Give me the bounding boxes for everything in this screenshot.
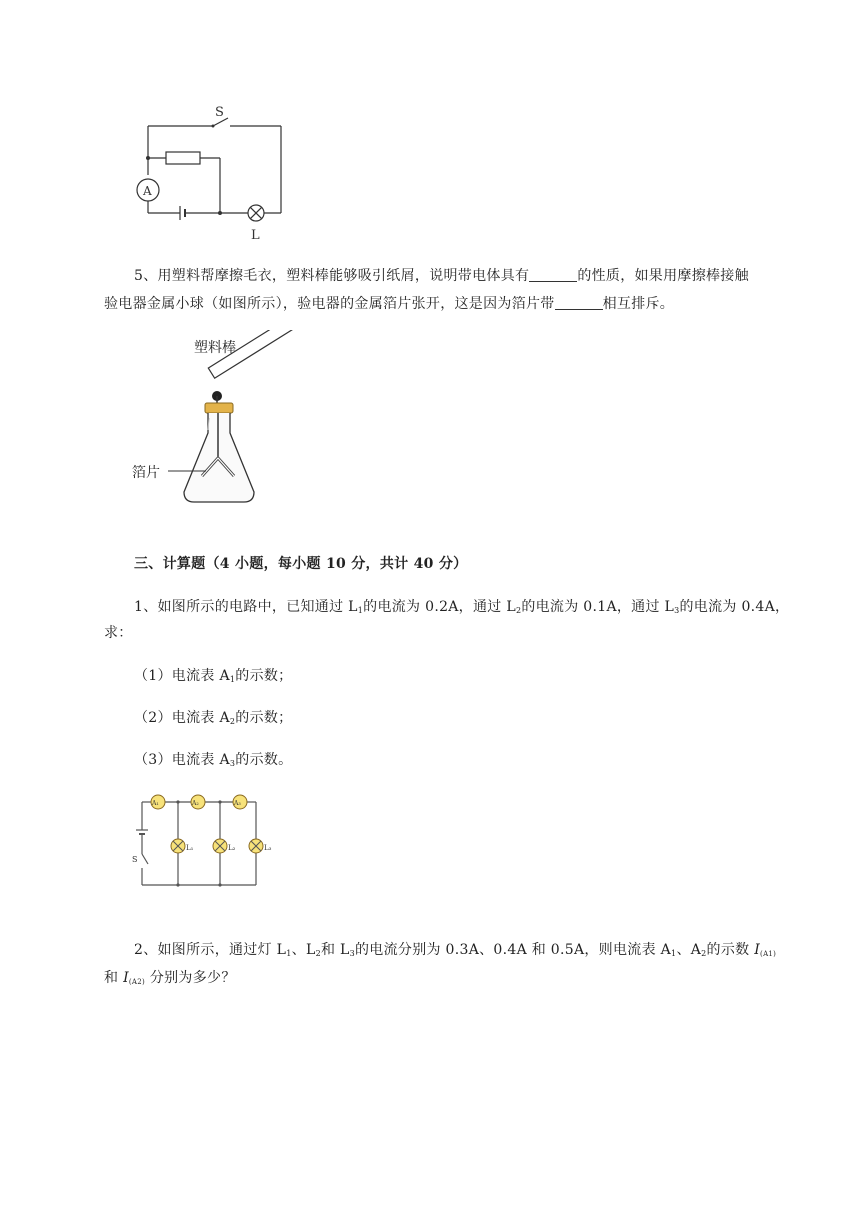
switch-label-fig3: S (132, 855, 138, 864)
section-3-heading: 三、计算题（4 小题，每小题 10 分，共计 40 分） (134, 556, 468, 572)
rod-label: 塑料棒 (194, 340, 236, 356)
switch-label: S (215, 105, 224, 120)
ammeter-3-label: A₃ (234, 800, 241, 807)
calc-question-1-line-2: 求： (104, 625, 133, 641)
lamp-1-label: L₁ (186, 844, 194, 852)
lamp-2-label: L₂ (228, 844, 236, 852)
ammeter-2-label: A₂ (192, 800, 199, 807)
calc-question-2-line-2: 和 I(A2) 分别为多少？ (104, 970, 236, 986)
sub-question-3: （3）电流表 $A_3$的示数。 (134, 752, 293, 768)
answer-blank-1[interactable] (529, 267, 577, 282)
circuit-figure-1 (128, 100, 298, 245)
question-5-line-2: 验电器金属小球（如图所示），验电器的金属箔片张开，这是因为箔片带 相互排斥。 (104, 296, 675, 312)
answer-blank-2[interactable] (555, 295, 603, 310)
sub-question-2: （2）电流表 $A_2$的示数； (134, 710, 293, 726)
calc-question-2-line-1: 2、如图所示，通过灯 $L_1$、$L_2$和 $L_3$的电流分别为 0.3A、0.4A 和 0.5A，则电流表 $A_1$、$A_2$的示数 I(A1) (134, 942, 777, 958)
question-5-line-1: 5、用塑料帮摩擦毛衣，塑料棒能够吸引纸屑，说明带电体具有 的性质，如果用摩擦棒接触 (134, 268, 749, 284)
circuit-figure-3 (128, 790, 278, 890)
ammeter-label: A (143, 184, 152, 198)
calc-question-1-line-1: 1、如图所示的电路中，已知通过 $L_1$的电流为 0.2A，通过 $L_2$的电流为 0.1A，通过 $L_3$的电流为 0.4A， (134, 599, 790, 615)
foil-label: 箔片 (132, 465, 160, 481)
sub-question-1: （1）电流表 $A_1$的示数； (134, 668, 293, 684)
lamp-label: L (251, 228, 260, 243)
ammeter-1-label: A₁ (152, 800, 159, 807)
electroscope-figure (128, 330, 308, 510)
lamp-3-label: L₃ (264, 844, 272, 852)
